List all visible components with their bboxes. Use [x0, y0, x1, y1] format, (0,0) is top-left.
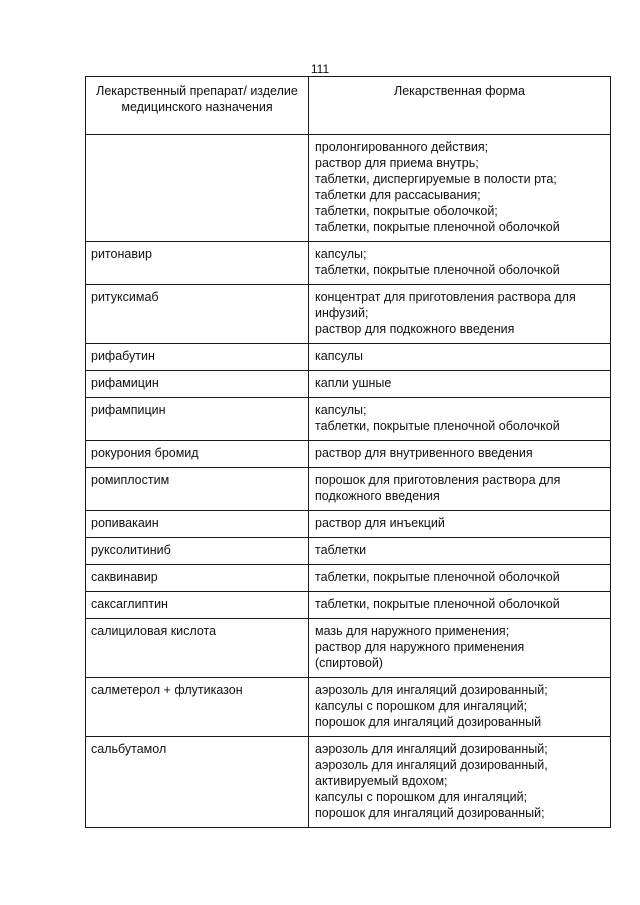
- column-header-drug: Лекарственный препарат/ изделие медицинского назначения: [86, 77, 309, 135]
- table-row: [86, 619, 611, 678]
- dosage-form-line: капсулы с порошком для ингаляций;: [315, 699, 528, 713]
- dosage-form-line: пролонгированного действия;: [315, 140, 489, 154]
- dosage-form-line: порошок для приготовления раствора для: [315, 473, 561, 487]
- dosage-form-cell: [309, 371, 611, 398]
- table-row: [86, 511, 611, 538]
- table-row: [86, 538, 611, 565]
- dosage-form-line: раствор для наружного применения: [315, 640, 525, 654]
- dosage-form-cell: [309, 398, 611, 441]
- dosage-form-line: концентрат для приготовления раствора для: [315, 290, 576, 304]
- drug-name-cell: саквинавир: [86, 565, 309, 592]
- dosage-form-line: подкожного введения: [315, 489, 440, 503]
- dosage-form-line: раствор для внутривенного введения: [315, 446, 533, 460]
- drug-name-cell: рифамицин: [86, 371, 309, 398]
- dosage-form-cell: [309, 678, 611, 737]
- dosage-form-line: раствор для приема внутрь;: [315, 156, 479, 170]
- drug-name-cell: ромиплостим: [86, 468, 309, 511]
- table-row: [86, 135, 611, 242]
- dosage-form-cell: [309, 135, 611, 242]
- table-body: [86, 135, 611, 828]
- dosage-form-line: капсулы;: [315, 403, 367, 417]
- dosage-form-line: аэрозоль для ингаляций дозированный;: [315, 742, 548, 756]
- table-row: [86, 468, 611, 511]
- dosage-form-cell: [309, 511, 611, 538]
- dosage-form-cell: [309, 441, 611, 468]
- drug-name-cell: [86, 135, 309, 242]
- dosage-form-line: порошок для ингаляций дозированный;: [315, 806, 545, 820]
- dosage-form-line: порошок для ингаляций дозированный: [315, 715, 542, 729]
- dosage-form-line: таблетки, покрытые пленочной оболочкой: [315, 220, 560, 234]
- table-row: [86, 565, 611, 592]
- table-row: [86, 285, 611, 344]
- dosage-form-line: инфузий;: [315, 306, 369, 320]
- dosage-form-cell: [309, 737, 611, 828]
- table-row: [86, 242, 611, 285]
- dosage-form-line: капли ушные: [315, 376, 392, 390]
- dosage-form-line: раствор для подкожного введения: [315, 322, 515, 336]
- dosage-form-line: таблетки, покрытые пленочной оболочкой: [315, 570, 560, 584]
- dosage-form-line: таблетки, покрытые пленочной оболочкой: [315, 263, 560, 277]
- table-row: [86, 592, 611, 619]
- dosage-form-line: капсулы с порошком для ингаляций;: [315, 790, 528, 804]
- drug-form-table: [85, 76, 611, 828]
- dosage-form-line: раствор для инъекций: [315, 516, 445, 530]
- drug-name-cell: ритонавир: [86, 242, 309, 285]
- drug-name-cell: салметерол + флутиказон: [86, 678, 309, 737]
- table-row: [86, 371, 611, 398]
- column-header-form: Лекарственная форма: [309, 77, 611, 135]
- table-row: [86, 344, 611, 371]
- drug-name-cell: саксаглиптин: [86, 592, 309, 619]
- dosage-form-line: капсулы;: [315, 247, 367, 261]
- table-header-row: [86, 77, 611, 135]
- page-number: 111: [310, 62, 330, 76]
- drug-name-cell: сальбутамол: [86, 737, 309, 828]
- table-row: [86, 678, 611, 737]
- dosage-form-line: таблетки: [315, 543, 367, 557]
- drug-name-cell: салициловая кислота: [86, 619, 309, 678]
- dosage-form-cell: [309, 242, 611, 285]
- dosage-form-line: активируемый вдохом;: [315, 774, 448, 788]
- dosage-form-cell: [309, 285, 611, 344]
- dosage-form-cell: [309, 538, 611, 565]
- drug-name-cell: рокурония бромид: [86, 441, 309, 468]
- dosage-form-line: мазь для наружного применения;: [315, 624, 510, 638]
- table-row: [86, 737, 611, 828]
- dosage-form-line: аэрозоль для ингаляций дозированный,: [315, 758, 548, 772]
- dosage-form-cell: [309, 619, 611, 678]
- dosage-form-cell: [309, 565, 611, 592]
- drug-name-cell: ропивакаин: [86, 511, 309, 538]
- dosage-form-line: таблетки, диспергируемые в полости рта;: [315, 172, 557, 186]
- table-row: [86, 398, 611, 441]
- dosage-form-cell: [309, 468, 611, 511]
- dosage-form-line: таблетки, покрытые пленочной оболочкой: [315, 597, 560, 611]
- dosage-form-cell: [309, 592, 611, 619]
- dosage-form-line: таблетки, покрытые оболочкой;: [315, 204, 498, 218]
- drug-name-cell: руксолитиниб: [86, 538, 309, 565]
- dosage-form-line: аэрозоль для ингаляций дозированный;: [315, 683, 548, 697]
- table-row: [86, 441, 611, 468]
- table-header: [86, 77, 611, 135]
- dosage-form-line: капсулы: [315, 349, 363, 363]
- dosage-form-line: (спиртовой): [315, 656, 383, 670]
- dosage-form-line: таблетки, покрытые пленочной оболочкой: [315, 419, 560, 433]
- drug-name-cell: рифабутин: [86, 344, 309, 371]
- drug-name-cell: ритуксимаб: [86, 285, 309, 344]
- drug-name-cell: рифампицин: [86, 398, 309, 441]
- dosage-form-line: таблетки для рассасывания;: [315, 188, 481, 202]
- dosage-form-cell: [309, 344, 611, 371]
